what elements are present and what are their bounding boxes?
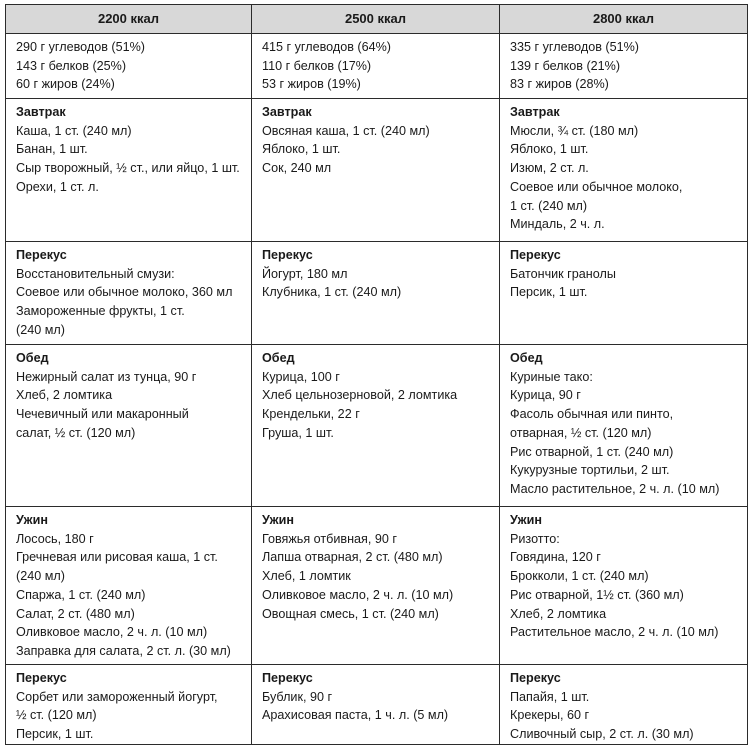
meal-item: Фасоль обычная или пинто, bbox=[510, 407, 674, 422]
meal-item: Спаржа, 1 ст. (240 мл) bbox=[16, 587, 146, 602]
meal-item: Банан, 1 шт. bbox=[16, 142, 88, 157]
meal-item: Салат, 2 ст. (480 мл) bbox=[16, 606, 135, 621]
meal-title: Завтрак bbox=[262, 105, 312, 119]
meal-item: Груша, 1 шт. bbox=[262, 425, 334, 440]
macros-cell bbox=[6, 34, 252, 99]
meal-item: (240 мл) bbox=[16, 322, 65, 337]
column-header: 2800 ккал bbox=[500, 5, 748, 34]
meal-item: Растительное масло, 2 ч. л. (10 мл) bbox=[510, 625, 719, 640]
macro-line: 53 г жиров (19%) bbox=[262, 77, 361, 92]
meal-item: (240 мл) bbox=[16, 569, 65, 584]
meal-item: Хлеб цельнозерновой, 2 ломтика bbox=[262, 388, 458, 403]
macro-line: 143 г белков (25%) bbox=[16, 58, 127, 73]
evening-snack-cell bbox=[500, 665, 748, 745]
meal-item: Оливковое масло, 2 ч. л. (10 мл) bbox=[16, 625, 208, 640]
meal-item: Курица, 90 г bbox=[510, 388, 581, 403]
meal-item: Персик, 1 шт. bbox=[16, 727, 94, 742]
meal-title: Завтрак bbox=[16, 105, 66, 119]
column-header: 2500 ккал bbox=[252, 5, 500, 34]
meal-item: Курица, 100 г bbox=[262, 369, 340, 384]
breakfast-cell bbox=[6, 99, 252, 242]
meal-item: Лапша отварная, 2 ст. (480 мл) bbox=[262, 550, 443, 565]
meal-plan-table bbox=[5, 4, 748, 745]
meal-title: Ужин bbox=[262, 513, 294, 527]
meal-title: Перекус bbox=[510, 671, 561, 685]
breakfast-row bbox=[6, 99, 748, 242]
meal-item: Орехи, 1 ст. л. bbox=[16, 179, 99, 194]
meal-item: Сливочный сыр, 2 ст. л. (30 мл) bbox=[510, 727, 694, 742]
snack-cell bbox=[252, 242, 500, 345]
meal-item: Миндаль, 2 ч. л. bbox=[510, 217, 605, 232]
meal-title: Завтрак bbox=[510, 105, 560, 119]
meal-item: Оливковое масло, 2 ч. л. (10 мл) bbox=[262, 587, 454, 602]
macro-line: 60 г жиров (24%) bbox=[16, 77, 115, 92]
snack-cell bbox=[6, 242, 252, 345]
meal-item: Сорбет или замороженный йогурт, bbox=[16, 689, 218, 704]
meal-item: Крендельки, 22 г bbox=[262, 407, 360, 422]
dinner-cell bbox=[500, 507, 748, 665]
lunch-row bbox=[6, 345, 748, 507]
meal-item: Батончик гранолы bbox=[510, 266, 616, 281]
meal-item: Хлеб, 2 ломтика bbox=[510, 606, 607, 621]
meal-title: Обед bbox=[262, 351, 295, 365]
macro-line: 290 г углеводов (51%) bbox=[16, 40, 145, 54]
macro-line: 335 г углеводов (51%) bbox=[510, 40, 639, 54]
meal-item: Хлеб, 1 ломтик bbox=[262, 569, 351, 584]
meal-item: Бублик, 90 г bbox=[262, 689, 333, 704]
snack-row bbox=[6, 242, 748, 345]
meal-item: Изюм, 2 ст. л. bbox=[510, 161, 589, 176]
meal-item: Куриные тако: bbox=[510, 369, 593, 384]
dinner-row bbox=[6, 507, 748, 665]
meal-item: Гречневая или рисовая каша, 1 ст. bbox=[16, 550, 218, 565]
breakfast-cell bbox=[500, 99, 748, 242]
meal-title: Перекус bbox=[510, 248, 561, 262]
lunch-cell bbox=[6, 345, 252, 507]
macro-line: 415 г углеводов (64%) bbox=[262, 40, 391, 54]
meal-title: Перекус bbox=[262, 671, 313, 685]
meal-item: Лосось, 180 г bbox=[16, 531, 94, 546]
meal-item: Яблоко, 1 шт. bbox=[262, 142, 341, 157]
meal-item: Яблоко, 1 шт. bbox=[510, 142, 589, 157]
meal-plan-table-wrapper bbox=[5, 4, 748, 745]
meal-item: Рис отварной, 1 ст. (240 мл) bbox=[510, 444, 674, 459]
lunch-cell bbox=[500, 345, 748, 507]
meal-title: Обед bbox=[510, 351, 543, 365]
breakfast-cell bbox=[252, 99, 500, 242]
macros-row bbox=[6, 34, 748, 99]
meal-item: Крекеры, 60 г bbox=[510, 708, 590, 723]
macros-cell bbox=[252, 34, 500, 99]
meal-item: 1 ст. (240 мл) bbox=[510, 198, 588, 213]
meal-item: Хлеб, 2 ломтика bbox=[16, 388, 113, 403]
meal-item: Чечевичный или макаронный bbox=[16, 407, 189, 422]
meal-item: салат, ½ ст. (120 мл) bbox=[16, 425, 136, 440]
meal-item: Овсяная каша, 1 ст. (240 мл) bbox=[262, 123, 430, 138]
lunch-cell bbox=[252, 345, 500, 507]
meal-item: ½ ст. (120 мл) bbox=[16, 708, 97, 723]
meal-item: Йогурт, 180 мл bbox=[262, 266, 348, 281]
macros-cell bbox=[500, 34, 748, 99]
meal-item: Персик, 1 шт. bbox=[510, 285, 588, 300]
meal-item: Говядина, 120 г bbox=[510, 550, 601, 565]
column-header: 2200 ккал bbox=[6, 5, 252, 34]
evening-snack-cell bbox=[252, 665, 500, 745]
dinner-cell bbox=[6, 507, 252, 665]
meal-item: Папайя, 1 шт. bbox=[510, 689, 590, 704]
meal-item: Ризотто: bbox=[510, 531, 560, 546]
meal-item: Замороженные фрукты, 1 ст. bbox=[16, 304, 185, 319]
meal-item: отварная, ½ ст. (120 мл) bbox=[510, 425, 652, 440]
meal-title: Перекус bbox=[16, 671, 67, 685]
meal-item: Нежирный салат из тунца, 90 г bbox=[16, 369, 197, 384]
snack-cell bbox=[500, 242, 748, 345]
meal-title: Ужин bbox=[510, 513, 542, 527]
evening-snack-cell bbox=[6, 665, 252, 745]
meal-item: Соевое или обычное молоко, 360 мл bbox=[16, 285, 233, 300]
meal-item: Рис отварной, 1½ ст. (360 мл) bbox=[510, 587, 684, 602]
macro-line: 83 г жиров (28%) bbox=[510, 77, 609, 92]
meal-item: Мюсли, ¾ ст. (180 мл) bbox=[510, 123, 639, 138]
meal-item: Восстановительный смузи: bbox=[16, 266, 175, 281]
meal-item: Каша, 1 ст. (240 мл) bbox=[16, 123, 132, 138]
meal-item: Овощная смесь, 1 ст. (240 мл) bbox=[262, 606, 439, 621]
meal-item: Соевое или обычное молоко, bbox=[510, 179, 683, 194]
meal-item: Говяжья отбивная, 90 г bbox=[262, 531, 397, 546]
dinner-cell bbox=[252, 507, 500, 665]
meal-title: Ужин bbox=[16, 513, 48, 527]
meal-item: Сок, 240 мл bbox=[262, 161, 332, 176]
macro-line: 110 г белков (17%) bbox=[262, 58, 372, 73]
meal-item: Масло растительное, 2 ч. л. (10 мл) bbox=[510, 481, 720, 496]
meal-item: Арахисовая паста, 1 ч. л. (5 мл) bbox=[262, 708, 449, 723]
header-row bbox=[6, 5, 748, 34]
meal-item: Брокколи, 1 ст. (240 мл) bbox=[510, 569, 649, 584]
meal-item: Заправка для салата, 2 ст. л. (30 мл) bbox=[16, 643, 231, 658]
macro-line: 139 г белков (21%) bbox=[510, 58, 621, 73]
meal-item: Клубника, 1 ст. (240 мл) bbox=[262, 285, 402, 300]
meal-title: Перекус bbox=[262, 248, 313, 262]
evening-snack-row bbox=[6, 665, 748, 745]
meal-item: Сыр творожный, ½ ст., или яйцо, 1 шт. bbox=[16, 161, 240, 176]
meal-title: Обед bbox=[16, 351, 49, 365]
meal-item: Кукурузные тортильи, 2 шт. bbox=[510, 463, 670, 478]
meal-title: Перекус bbox=[16, 248, 67, 262]
